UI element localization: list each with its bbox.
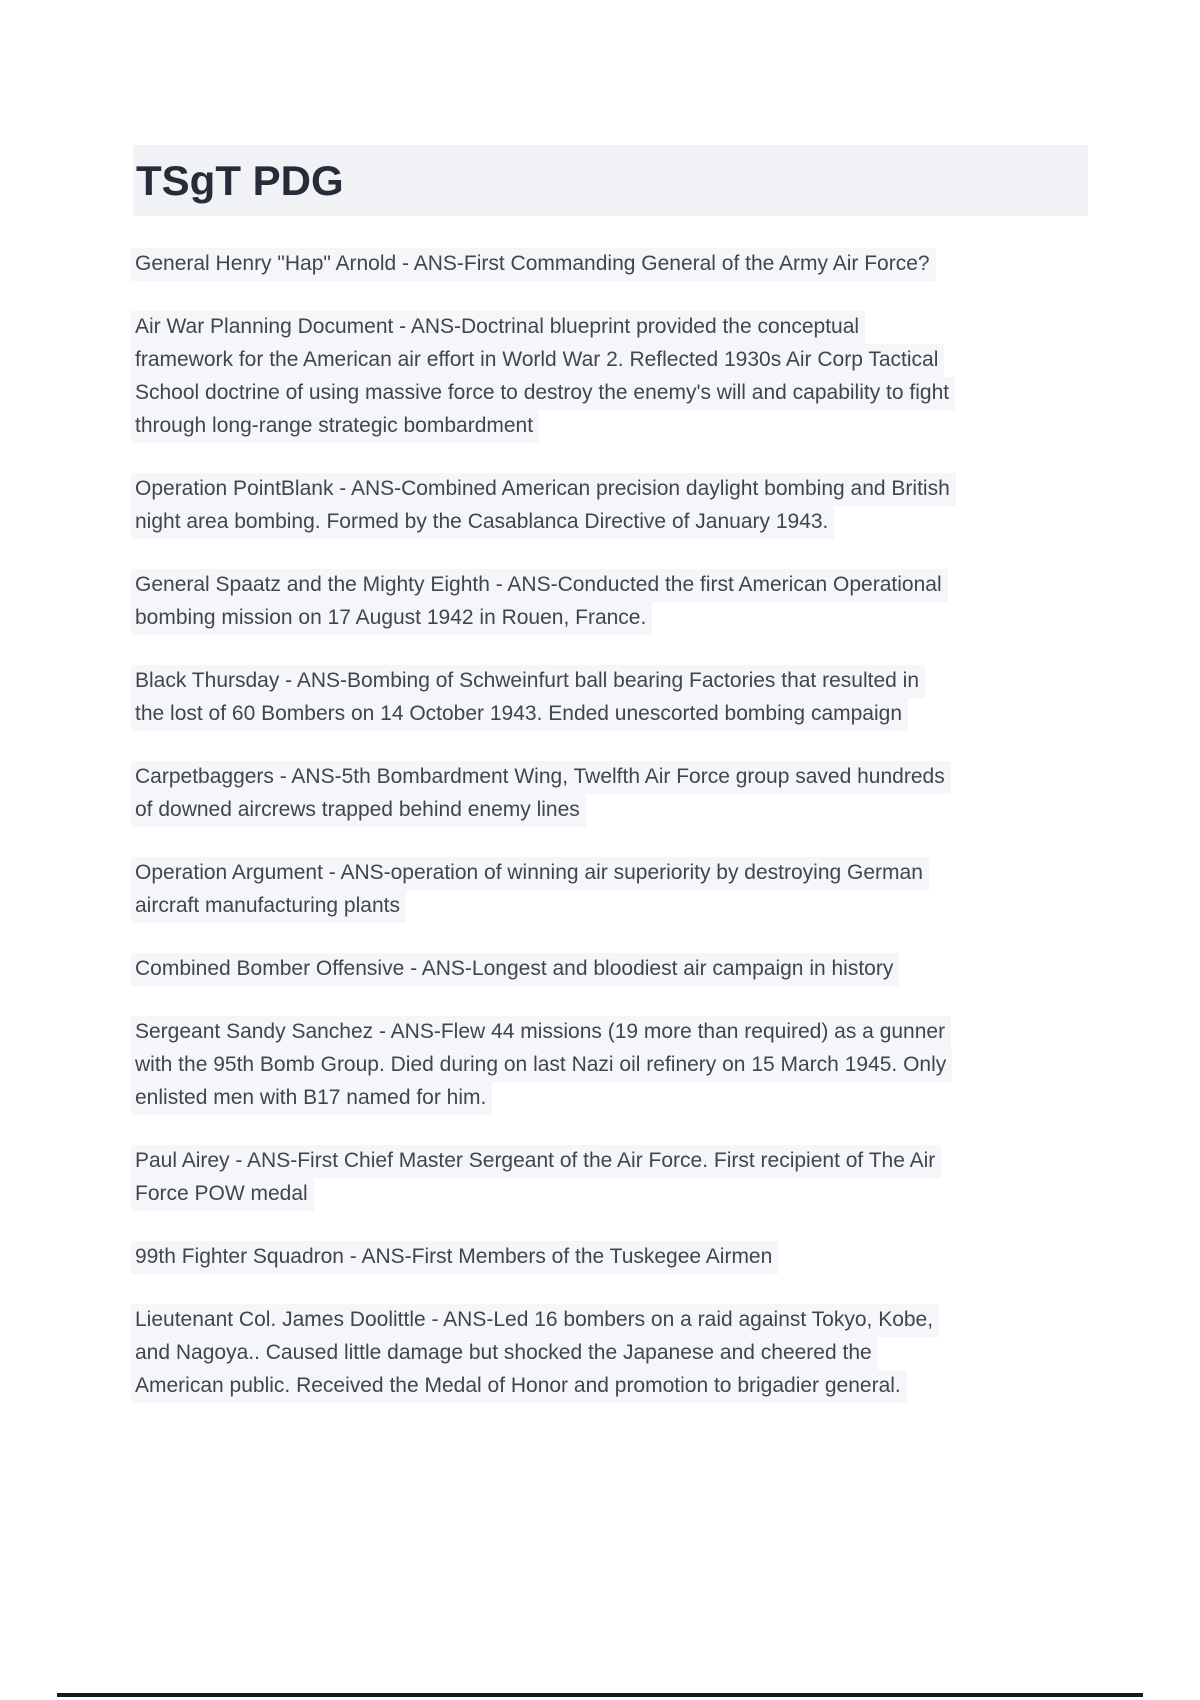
text-line-highlight: Paul Airey - ANS-First Chief Master Sergeant of the Air Force. First recipient of The Air	[131, 1145, 941, 1178]
text-line-highlight: Sergeant Sandy Sanchez - ANS-Flew 44 missions (19 more than required) as a gunner	[131, 1016, 951, 1049]
text-line-highlight: American public. Received the Medal of Honor and promotion to brigadier general.	[131, 1370, 907, 1403]
text-line-highlight: General Henry "Hap" Arnold - ANS-First Commanding General of the Army Air Force?	[131, 248, 936, 281]
text-line-highlight: night area bombing. Formed by the Casablanca Directive of January 1943.	[131, 506, 834, 539]
text-line-highlight: of downed aircrews trapped behind enemy lines	[131, 794, 586, 827]
text-line	[131, 1016, 1096, 1049]
text-line-highlight: through long-range strategic bombardment	[131, 410, 539, 443]
text-line-highlight: bombing mission on 17 August 1942 in Rouen, France.	[131, 602, 652, 635]
paragraph	[131, 665, 1096, 731]
paragraph	[131, 569, 1096, 635]
bottom-page-divider	[57, 1693, 1143, 1697]
text-line	[131, 1337, 1096, 1370]
text-line	[131, 1145, 1096, 1178]
text-line-highlight: with the 95th Bomb Group. Died during on last Nazi oil refinery on 15 March 1945. Only	[131, 1049, 952, 1082]
paragraph	[131, 1145, 1096, 1211]
text-line-highlight: and Nagoya.. Caused little damage but shocked the Japanese and cheered the	[131, 1337, 878, 1370]
paragraph	[131, 857, 1096, 923]
document-body	[131, 248, 1096, 1433]
text-line	[131, 410, 1096, 443]
text-line	[131, 1178, 1096, 1211]
page-title: TSgT PDG	[136, 156, 344, 204]
text-line	[131, 761, 1096, 794]
text-line-highlight: Operation PointBlank - ANS-Combined American precision daylight bombing and British	[131, 473, 956, 506]
text-line-highlight: Black Thursday - ANS-Bombing of Schweinfurt ball bearing Factories that resulted in	[131, 665, 925, 698]
text-line	[131, 344, 1096, 377]
text-line	[131, 602, 1096, 635]
text-line	[131, 1082, 1096, 1115]
text-line	[131, 953, 1096, 986]
text-line	[131, 1241, 1096, 1274]
text-line-highlight: the lost of 60 Bombers on 14 October 1943. Ended unescorted bombing campaign	[131, 698, 908, 731]
text-line	[131, 857, 1096, 890]
paragraph	[131, 311, 1096, 443]
text-line	[131, 506, 1096, 539]
paragraph	[131, 1304, 1096, 1403]
text-line-highlight: General Spaatz and the Mighty Eighth - ANS-Conducted the first American Operational	[131, 569, 948, 602]
text-line	[131, 248, 1096, 281]
text-line-highlight: Lieutenant Col. James Doolittle - ANS-Led 16 bombers on a raid against Tokyo, Kobe,	[131, 1304, 939, 1337]
paragraph	[131, 1016, 1096, 1115]
text-line	[131, 665, 1096, 698]
text-line-highlight: enlisted men with B17 named for him.	[131, 1082, 492, 1115]
text-line	[131, 698, 1096, 731]
text-line	[131, 1049, 1096, 1082]
text-line	[131, 1304, 1096, 1337]
text-line	[131, 377, 1096, 410]
text-line	[131, 1370, 1096, 1403]
text-line	[131, 890, 1096, 923]
text-line	[131, 794, 1096, 827]
text-line	[131, 569, 1096, 602]
title-band	[133, 145, 1088, 216]
text-line-highlight: 99th Fighter Squadron - ANS-First Members of the Tuskegee Airmen	[131, 1241, 778, 1274]
text-line	[131, 311, 1096, 344]
paragraph	[131, 1241, 1096, 1274]
text-line-highlight: Carpetbaggers - ANS-5th Bombardment Wing, Twelfth Air Force group saved hundreds	[131, 761, 951, 794]
paragraph	[131, 473, 1096, 539]
text-line-highlight: Operation Argument - ANS-operation of winning air superiority by destroying German	[131, 857, 929, 890]
text-line-highlight: framework for the American air effort in World War 2. Reflected 1930s Air Corp Tactical	[131, 344, 944, 377]
text-line-highlight: Air War Planning Document - ANS-Doctrinal blueprint provided the conceptual	[131, 311, 865, 344]
paragraph	[131, 953, 1096, 986]
text-line-highlight: Combined Bomber Offensive - ANS-Longest and bloodiest air campaign in history	[131, 953, 899, 986]
text-line-highlight: aircraft manufacturing plants	[131, 890, 406, 923]
paragraph	[131, 248, 1096, 281]
text-line	[131, 473, 1096, 506]
text-line-highlight: School doctrine of using massive force to destroy the enemy's will and capability to fight	[131, 377, 955, 410]
text-line-highlight: Force POW medal	[131, 1178, 314, 1211]
paragraph	[131, 761, 1096, 827]
